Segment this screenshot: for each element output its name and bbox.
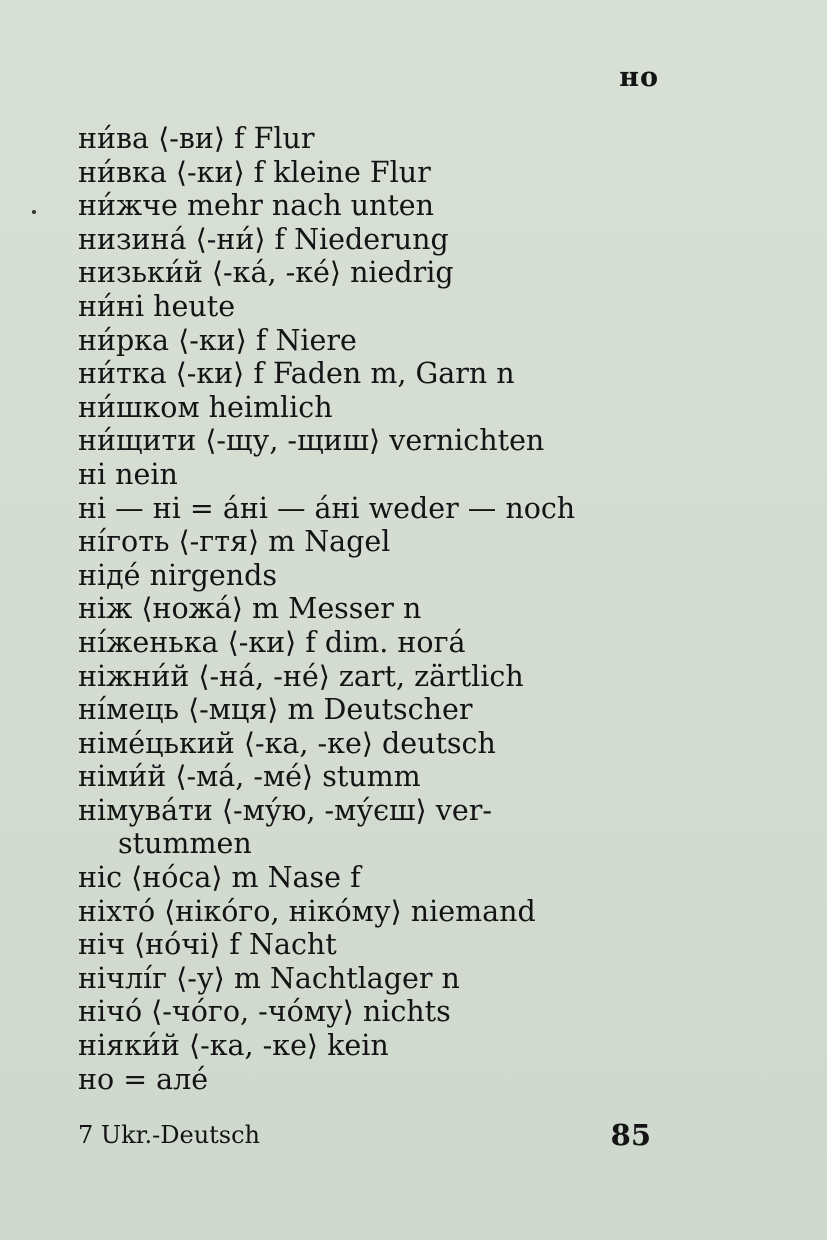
- entry: ни́рка ⟨-ки⟩ f Niere: [78, 323, 357, 357]
- entry: німи́й ⟨-ма́, -ме́⟩ stumm: [78, 760, 421, 794]
- entry-list: [78, 122, 668, 1096]
- entry: ні́мець ⟨-мця⟩ m Deutscher: [78, 693, 473, 727]
- entry: ніжни́й ⟨-на́, -не́⟩ zart, zärtlich: [78, 659, 524, 693]
- entry: ни́шком heimlich: [78, 390, 333, 424]
- entry-continuation: stummen: [118, 827, 252, 861]
- entry: ніс ⟨но́са⟩ m Nase f: [78, 861, 361, 895]
- guideword: но: [619, 62, 659, 93]
- entry: ніхто́ ⟨ніко́го, ніко́му⟩ niemand: [78, 894, 536, 928]
- entry: ні nein: [78, 457, 178, 491]
- print-speck: [32, 210, 36, 214]
- entry: но = але́: [78, 1062, 209, 1096]
- entry: нічо́ ⟨-чо́го, -чо́му⟩ nichts: [78, 995, 451, 1029]
- entry: ніяки́й ⟨-ка, -ке⟩ kein: [78, 1029, 389, 1063]
- entry: низьки́й ⟨-ка́, -ке́⟩ niedrig: [78, 256, 454, 290]
- entry: ні́женька ⟨-ки⟩ f dim. нога́: [78, 625, 466, 659]
- entry: нічлі́г ⟨-у⟩ m Nachtlager n: [78, 961, 460, 995]
- page-number: 85: [610, 1118, 651, 1152]
- entry: ни́ва ⟨-ви⟩ f Flur: [78, 122, 315, 155]
- entry: ніч ⟨но́чі⟩ f Nacht: [78, 928, 337, 962]
- entry-first-line: німува́ти ⟨-му́ю, -му́єш⟩ ver-: [78, 793, 492, 827]
- entry: ніде́ nirgends: [78, 558, 278, 592]
- entry: німе́цький ⟨-ка, -ке⟩ deutsch: [78, 726, 496, 760]
- entry: ні́готь ⟨-гтя⟩ m Nagel: [78, 525, 391, 559]
- entry: ни́жче mehr nach unten: [78, 189, 435, 223]
- entry-wrapped: [78, 794, 668, 861]
- entry: ни́тка ⟨-ки⟩ f Faden m, Garn n: [78, 357, 515, 391]
- entry: ни́ні heute: [78, 289, 236, 323]
- entry: низина́ ⟨-ни́⟩ f Niederung: [78, 222, 449, 256]
- entry: ніж ⟨ножа́⟩ m Messer n: [78, 592, 422, 626]
- entry: ні — ні = а́ні — а́ні weder — noch: [78, 491, 576, 525]
- entry: ни́щити ⟨-щу, -щиш⟩ vernichten: [78, 424, 545, 458]
- signature-mark: 7 Ukr.-Deutsch: [78, 1121, 261, 1149]
- entry: ни́вка ⟨-ки⟩ f kleine Flur: [78, 155, 431, 189]
